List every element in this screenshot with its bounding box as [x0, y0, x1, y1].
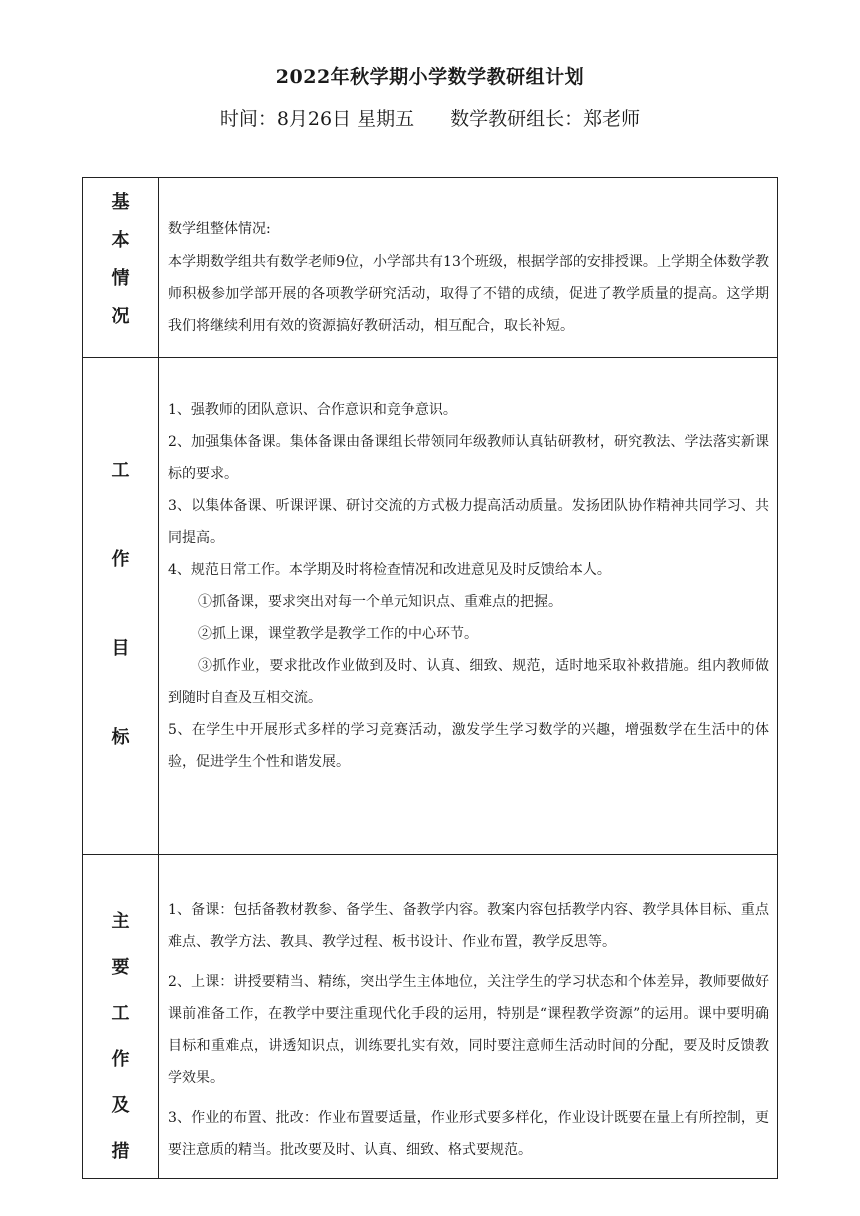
- section-content-main-work: [159, 855, 778, 1179]
- label-char: 标: [111, 727, 130, 748]
- paragraph: 1、备课：包括备教材教参、备学生、备教学内容。教案内容包括教学内容、教学具体目标、重点难点、教学方法、教具、教学过程、板书设计、作业布置，教学反思等。: [168, 902, 769, 950]
- paragraph: 3、以集体备课、听课评课、研讨交流的方式极力提高活动质量。发扬团队协作精神共同学习、共同提高。: [168, 498, 769, 546]
- paragraph: 4、规范日常工作。本学期及时将检查情况和改进意见及时反馈给本人。: [168, 562, 611, 578]
- table-row-main-work: [83, 855, 778, 1179]
- section-content-work-goals: [159, 358, 778, 855]
- paragraph: 1、强教师的团队意识、合作意识和竞争意识。: [168, 402, 457, 418]
- label-char: 目: [111, 638, 130, 659]
- paragraph: 2、上课：讲授要精当、精练，突出学生主体地位，关注学生的学习状态和个体差异，教师要做好课前准备工作，在教学中要注重现代化手段的运用，特别是“课程教学资源”的运用。课中要明确目标和重难点，讲透知识点，训练要扎实有效，同时要注意师生活动时间的分配，要及时反馈教学效果。: [168, 974, 769, 1086]
- paragraph: ③抓作业，要求批改作业做到及时、认真、细致、规范，适时地采取补救措施。组内教师做到随时自查及互相交流。: [168, 658, 769, 706]
- label-char: 要: [111, 957, 130, 978]
- document-title: 2022年秋学期小学数学教研组计划: [275, 66, 585, 88]
- section-label-work-goals: [83, 358, 159, 855]
- label-char: 及: [111, 1095, 130, 1116]
- section-label-main-work: [83, 855, 159, 1179]
- label-char: 本: [111, 230, 130, 251]
- paragraph: ②抓上课，课堂教学是教学工作的中心环节。: [198, 626, 478, 642]
- label-char: 况: [111, 306, 130, 327]
- document-meta: [0, 104, 860, 131]
- table-row-work-goals: [83, 358, 778, 855]
- leader-line: 数学教研组长：郑老师: [450, 108, 641, 130]
- section-label-basic-info: [83, 178, 159, 358]
- label-char: 主: [111, 911, 130, 932]
- paragraph: 5、在学生中开展形式多样的学习竞赛活动，激发学生学习数学的兴趣，增强数学在生活中的体验，促进学生个性和谐发展。: [168, 722, 769, 770]
- date-line: 时间：8月26日 星期五: [219, 108, 415, 130]
- label-char: 情: [111, 268, 130, 289]
- paragraph: 数学组整体情况:: [168, 221, 271, 237]
- label-char: 工: [111, 460, 130, 481]
- paragraph: ①抓备课，要求突出对每一个单元知识点、重难点的把握。: [198, 594, 562, 610]
- label-char: 作: [111, 549, 130, 570]
- label-char: 作: [111, 1049, 130, 1070]
- label-char: 措: [111, 1141, 130, 1162]
- paragraph: 本学期数学组共有数学老师9位，小学部共有13个班级，根据学部的安排授课。上学期全体数学教师积极参加学部开展的各项教学研究活动，取得了不错的成绩，促进了教学质量的提高。这学期我们将继续利用有效的资源搞好教研活动，相互配合，取长补短。: [168, 254, 769, 334]
- label-char: 基: [111, 192, 130, 213]
- section-content-basic-info: [159, 178, 778, 358]
- paragraph: 3、作业的布置、批改：作业布置要适量，作业形式要多样化，作业设计既要在量上有所控制，更要注意质的精当。批改要及时、认真、细致、格式要规范。: [168, 1110, 769, 1158]
- table-row-basic-info: [83, 178, 778, 358]
- label-char: 工: [111, 1003, 130, 1024]
- paragraph: 2、加强集体备课。集体备课由备课组长带领同年级教师认真钻研教材，研究教法、学法落实新课标的要求。: [168, 434, 769, 482]
- plan-table: [82, 177, 778, 1179]
